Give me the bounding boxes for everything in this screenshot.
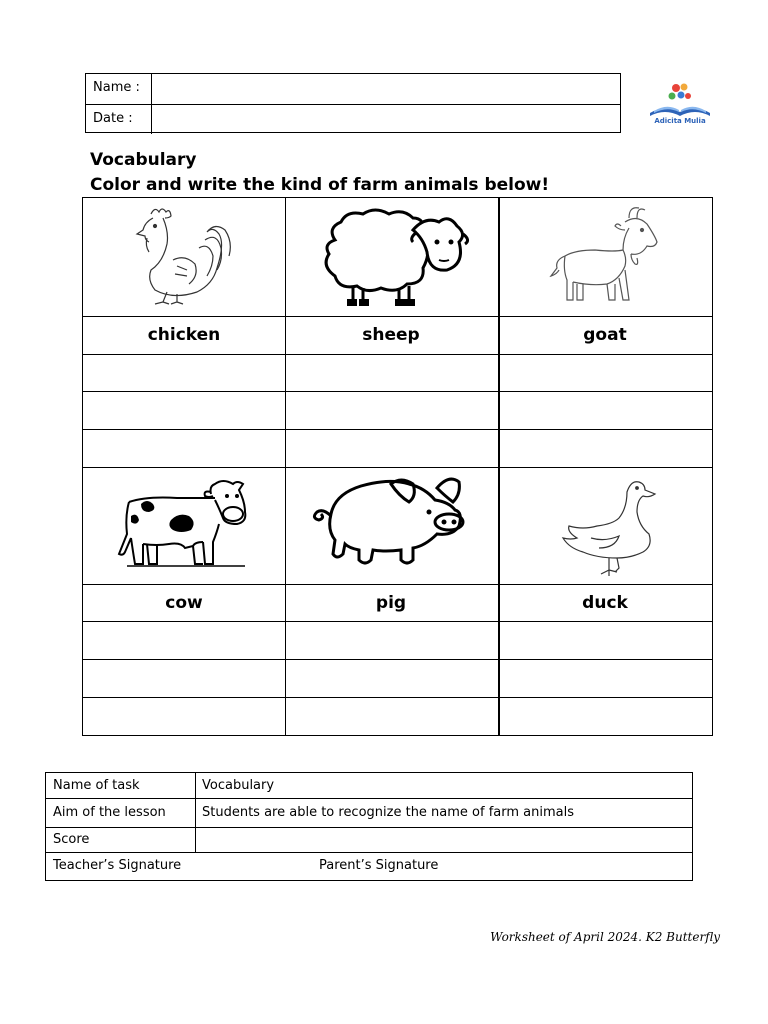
grid-line — [83, 467, 712, 468]
pig-icon — [309, 474, 477, 578]
worksheet-title: Vocabulary — [90, 150, 197, 170]
grid-line — [498, 198, 500, 735]
rooster-icon — [133, 204, 237, 308]
school-logo — [645, 78, 715, 128]
animal-name: pig — [375, 593, 407, 613]
name-row — [86, 74, 620, 104]
grid-line — [83, 316, 712, 317]
table-line — [46, 852, 692, 853]
task-name-label: Name of task — [53, 778, 140, 793]
sheep-icon — [313, 204, 473, 308]
student-info-box — [85, 73, 621, 133]
parent-signature-label: Parent’s Signature — [319, 858, 439, 873]
grid-line — [83, 354, 712, 355]
score-label: Score — [53, 832, 90, 847]
logo-text: Adicita Mulia — [654, 117, 706, 125]
grid-line — [285, 198, 286, 735]
cow-icon — [117, 472, 249, 576]
worksheet-footer: Worksheet of April 2024. K2 Butterfly — [490, 930, 720, 944]
grid-line — [83, 584, 712, 585]
animal-grid — [82, 197, 713, 736]
animal-name: chicken — [147, 325, 221, 345]
date-row — [86, 104, 620, 134]
grid-line — [83, 391, 712, 392]
animal-name: cow — [165, 593, 203, 613]
name-label: Name : — [86, 74, 152, 104]
lesson-aim-value: Students are able to recognize the name of farm animals — [202, 805, 575, 820]
worksheet-instruction: Color and write the kind of farm animals below! — [90, 175, 550, 195]
table-line — [46, 827, 692, 828]
task-info-table — [45, 772, 693, 881]
grid-line — [83, 621, 712, 622]
duck-icon — [557, 476, 657, 580]
table-line — [46, 798, 692, 799]
grid-line — [83, 659, 712, 660]
teacher-signature-label: Teacher’s Signature — [53, 858, 182, 873]
task-name-value: Vocabulary — [202, 778, 275, 793]
grid-line — [83, 697, 712, 698]
table-line — [195, 773, 196, 852]
grid-line — [83, 429, 712, 430]
goat-icon — [545, 204, 665, 308]
date-label: Date : — [86, 105, 152, 134]
animal-name: sheep — [362, 325, 420, 345]
animal-name: goat — [583, 325, 627, 345]
animal-name: duck — [582, 593, 628, 613]
lesson-aim-label: Aim of the lesson — [53, 805, 166, 820]
